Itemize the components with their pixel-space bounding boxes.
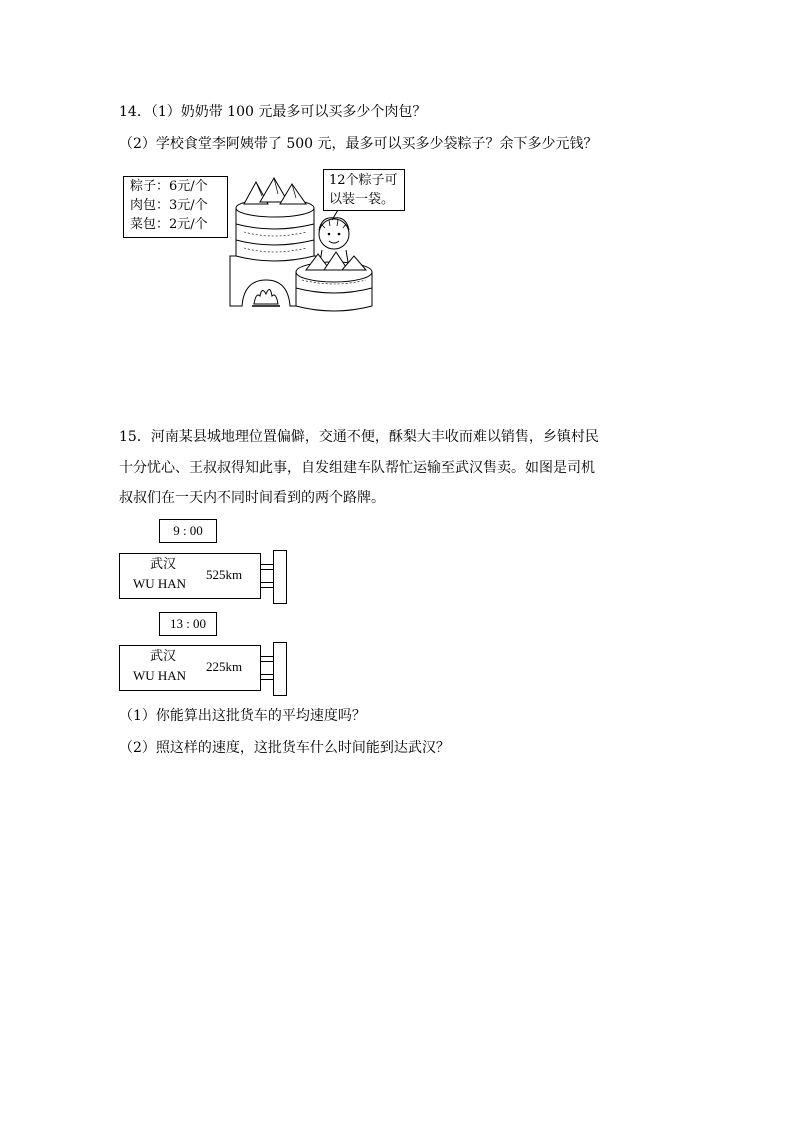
- sign-2-city-cn: 武汉: [150, 649, 177, 664]
- road-sign-2: [119, 645, 261, 691]
- q14-question-line2: （2）学校食堂李阿姨带了 500 元，最多可以买多少袋粽子？余下多少元钱？: [119, 136, 598, 152]
- time-label-1: 9 : 00: [159, 519, 217, 543]
- speech-bubble: [323, 169, 405, 211]
- q15-sub-question-2: （2）照这样的速度，这批货车什么时间能到达武汉？: [119, 740, 450, 756]
- road-sign-1: [119, 553, 261, 599]
- sign-1-post: [273, 550, 287, 604]
- sign-2-distance: 225km: [206, 659, 243, 674]
- speech-line1: 12个粽子可: [329, 173, 398, 188]
- sign-2-post: [273, 642, 287, 696]
- sign-1-bracket-top: [260, 564, 274, 570]
- q15-question-line2: 十分忧心、王叔叔得知此事，自发组建车队帮忙运输至武汉售卖。如图是司机: [119, 460, 595, 476]
- q15-question-line1: 15．河南某县城地理位置偏僻，交通不便，酥梨大丰收而难以销售，乡镇村民: [119, 429, 599, 445]
- q14-question-line1: 14．（1）奶奶带 100 元最多可以买多少个肉包？: [119, 104, 427, 120]
- price-zongzi: 粽子：6元/个: [130, 179, 208, 194]
- sign-2-bracket-bottom: [260, 674, 274, 680]
- time-label-2: 13 : 00: [159, 612, 217, 636]
- q15-question-line3: 叔叔们在一天内不同时间看到的两个路牌。: [119, 490, 385, 506]
- sign-1-distance: 525km: [206, 567, 243, 582]
- sign-2-city-en: WU HAN: [133, 668, 187, 683]
- price-roubao: 肉包：3元/个: [130, 198, 208, 213]
- sign-1-city-en: WU HAN: [133, 576, 187, 591]
- speech-line2: 以装一袋。: [329, 192, 395, 207]
- price-list: [123, 176, 228, 238]
- sign-1-city-cn: 武汉: [150, 557, 177, 572]
- q15-sub-question-1: （1）你能算出这批货车的平均速度吗？: [119, 708, 366, 724]
- sign-1-bracket-bottom: [260, 582, 274, 588]
- price-caibao: 菜包：2元/个: [130, 217, 208, 232]
- sign-2-bracket-top: [260, 656, 274, 662]
